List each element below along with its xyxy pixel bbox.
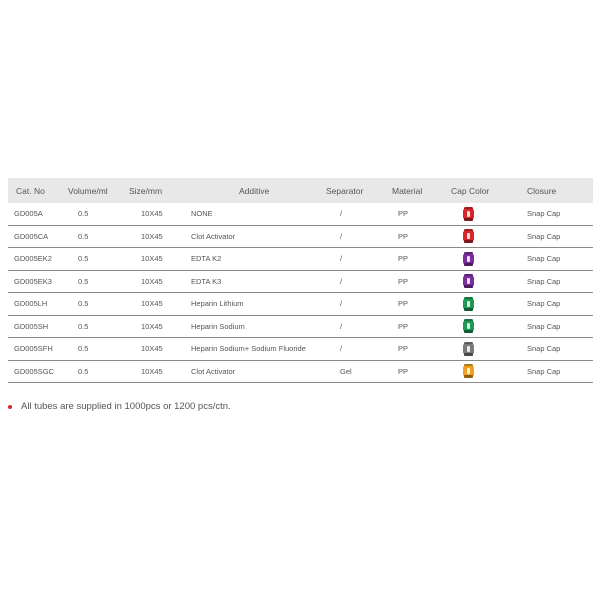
header-additive: Additive (239, 185, 270, 196)
cell-material: PP (398, 254, 409, 264)
cell-size: 10X45 (141, 344, 163, 354)
cell-volume: 0.5 (78, 276, 89, 286)
table-row (8, 203, 593, 226)
cell-separator: Gel (340, 366, 352, 376)
cell-cat-no: GD005CA (14, 231, 49, 241)
cell-volume: 0.5 (78, 321, 89, 331)
cell-closure: Snap Cap (527, 321, 561, 331)
cell-closure: Snap Cap (527, 299, 561, 309)
gray-cap-icon (463, 342, 474, 356)
cell-material: PP (398, 344, 409, 354)
cell-additive: Clot Activator (191, 231, 236, 241)
table-row (8, 271, 593, 294)
table-body (8, 203, 593, 383)
cell-cat-no: GD005EK2 (14, 254, 52, 264)
cell-closure: Snap Cap (527, 231, 561, 241)
table-row (8, 338, 593, 361)
cell-additive: EDTA K2 (191, 254, 222, 264)
header-volume: Volume/ml (68, 185, 108, 196)
header-size: Size/mm (129, 185, 163, 196)
cell-additive: Heparin Sodium+ Sodium Fluoride (191, 344, 306, 354)
cell-separator: / (340, 254, 343, 264)
header-material: Material (392, 185, 423, 196)
cell-cat-no: GD005LH (14, 299, 48, 309)
cell-material: PP (398, 231, 409, 241)
cell-cap-color (433, 252, 503, 266)
cell-size: 10X45 (141, 299, 163, 309)
cell-closure: Snap Cap (527, 254, 561, 264)
cell-separator: / (340, 231, 343, 241)
header-cap-color: Cap Color (451, 185, 490, 196)
cell-cat-no: GD005A (14, 209, 43, 219)
cell-material: PP (398, 299, 409, 309)
table-header (8, 178, 593, 203)
cell-volume: 0.5 (78, 209, 89, 219)
cell-cat-no: GD005SGC (14, 366, 55, 376)
cell-additive: Clot Activator (191, 366, 236, 376)
red-cap-icon (463, 229, 474, 243)
cell-closure: Snap Cap (527, 344, 561, 354)
red-cap-icon (463, 207, 474, 221)
table-row (8, 248, 593, 271)
cell-cat-no: GD005EK3 (14, 276, 52, 286)
cell-cap-color (433, 319, 503, 333)
cell-cap-color (433, 229, 503, 243)
purple-cap-icon (463, 252, 474, 266)
cell-cap-color (433, 274, 503, 288)
cell-material: PP (398, 366, 409, 376)
cell-closure: Snap Cap (527, 366, 561, 376)
cell-additive: EDTA K3 (191, 276, 222, 286)
supply-note-text: All tubes are supplied in 1000pcs or 1200 pcs/ctn. (21, 401, 231, 412)
gold-cap-icon (463, 364, 474, 378)
table-row (8, 361, 593, 384)
cell-cap-color (433, 342, 503, 356)
green-cap-icon (463, 319, 474, 333)
cell-volume: 0.5 (78, 299, 89, 309)
table-row (8, 316, 593, 339)
cell-separator: / (340, 321, 343, 331)
cell-cap-color (433, 364, 503, 378)
cell-separator: / (340, 209, 343, 219)
cell-additive: Heparin Sodium (191, 321, 245, 331)
cell-size: 10X45 (141, 209, 163, 219)
tube-spec-table (8, 178, 593, 383)
cell-size: 10X45 (141, 276, 163, 286)
cell-volume: 0.5 (78, 231, 89, 241)
cell-volume: 0.5 (78, 344, 89, 354)
cell-size: 10X45 (141, 366, 163, 376)
cell-material: PP (398, 276, 409, 286)
header-cat-no: Cat. No (16, 185, 45, 196)
table-row (8, 293, 593, 316)
header-separator: Separator (326, 185, 364, 196)
cell-volume: 0.5 (78, 366, 89, 376)
cell-additive: Heparin Lithium (191, 299, 244, 309)
cell-cat-no: GD005SFH (14, 344, 53, 354)
cell-material: PP (398, 209, 409, 219)
cell-closure: Snap Cap (527, 209, 561, 219)
cell-size: 10X45 (141, 231, 163, 241)
header-closure: Closure (527, 185, 557, 196)
cell-separator: / (340, 276, 343, 286)
bullet-icon (8, 405, 12, 409)
cell-closure: Snap Cap (527, 276, 561, 286)
cell-cap-color (433, 297, 503, 311)
cell-size: 10X45 (141, 254, 163, 264)
cell-additive: NONE (191, 209, 213, 219)
cell-cat-no: GD005SH (14, 321, 49, 331)
green-cap-icon (463, 297, 474, 311)
table-row (8, 226, 593, 249)
cell-separator: / (340, 299, 343, 309)
cell-separator: / (340, 344, 343, 354)
cell-material: PP (398, 321, 409, 331)
cell-cap-color (433, 207, 503, 221)
supply-note (8, 401, 231, 412)
purple-cap-icon (463, 274, 474, 288)
cell-size: 10X45 (141, 321, 163, 331)
cell-volume: 0.5 (78, 254, 89, 264)
